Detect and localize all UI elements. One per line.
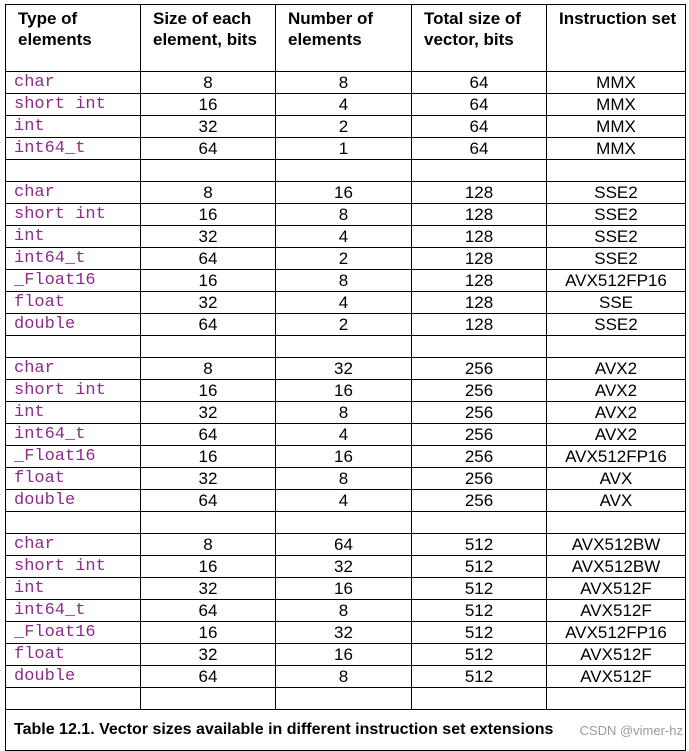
empty-cell [6,512,141,534]
cell-number: 4 [276,424,412,446]
table-row [6,138,686,160]
cell-instr: SSE2 [547,182,686,204]
cell-total: 512 [412,578,547,600]
cell-number: 16 [276,380,412,402]
cell-number: 2 [276,314,412,336]
cell-number: 8 [276,666,412,688]
cell-instr: SSE2 [547,248,686,270]
empty-cell [276,160,412,182]
cell-type: double [6,314,141,336]
cell-instr: AVX512F [547,644,686,666]
cell-size: 64 [141,490,276,512]
table-row [6,116,686,138]
cell-size: 16 [141,204,276,226]
cell-type: float [6,292,141,314]
cell-type: int [6,402,141,424]
cell-instr: AVX2 [547,402,686,424]
cell-type: _Float16 [6,622,141,644]
cell-total: 256 [412,424,547,446]
cell-instr: AVX [547,468,686,490]
cell-instr: MMX [547,138,686,160]
cell-size: 64 [141,600,276,622]
cell-size: 16 [141,94,276,116]
header-size: Size of each element, bits [141,5,276,72]
spacer-row [6,512,686,534]
cell-instr: AVX512FP16 [547,446,686,468]
cell-type: int64_t [6,600,141,622]
cell-size: 32 [141,226,276,248]
cell-type: _Float16 [6,270,141,292]
cell-type: int64_t [6,138,141,160]
table-row [6,72,686,94]
cell-type: int64_t [6,248,141,270]
cell-size: 64 [141,666,276,688]
empty-cell [6,688,141,710]
table-row [6,248,686,270]
cell-number: 4 [276,292,412,314]
cell-type: int [6,578,141,600]
cell-instr: AVX512BW [547,534,686,556]
empty-cell [276,336,412,358]
cell-type: float [6,644,141,666]
cell-instr: AVX2 [547,358,686,380]
cell-total: 128 [412,270,547,292]
table-caption: Table 12.1. Vector sizes available in different instruction set extensions [6,710,686,751]
cell-instr: SSE [547,292,686,314]
cell-total: 128 [412,248,547,270]
empty-cell [6,336,141,358]
table-row [6,94,686,116]
empty-cell [412,336,547,358]
cell-type: int [6,226,141,248]
cell-total: 64 [412,94,547,116]
cell-type: float [6,468,141,490]
cell-size: 32 [141,644,276,666]
cell-size: 16 [141,556,276,578]
cell-size: 8 [141,534,276,556]
cell-instr: AVX512BW [547,556,686,578]
cell-total: 128 [412,182,547,204]
empty-cell [547,512,686,534]
table-row [6,402,686,424]
cell-number: 2 [276,116,412,138]
spacer-row [6,160,686,182]
table-row [6,292,686,314]
cell-instr: AVX512F [547,600,686,622]
cell-instr: MMX [547,116,686,138]
table-row [6,534,686,556]
cell-type: int [6,116,141,138]
vector-sizes-table [5,4,686,751]
cell-instr: AVX512F [547,578,686,600]
cell-size: 8 [141,182,276,204]
cell-instr: AVX2 [547,380,686,402]
cell-type: char [6,358,141,380]
cell-instr: MMX [547,94,686,116]
cell-size: 64 [141,314,276,336]
cell-size: 16 [141,380,276,402]
cell-size: 16 [141,622,276,644]
cell-number: 8 [276,468,412,490]
cell-total: 128 [412,204,547,226]
table-row [6,204,686,226]
table-row [6,182,686,204]
spacer-row [6,336,686,358]
cell-number: 8 [276,204,412,226]
cell-instr: AVX512FP16 [547,622,686,644]
cell-total: 512 [412,666,547,688]
cell-total: 512 [412,644,547,666]
empty-cell [412,160,547,182]
cell-size: 64 [141,424,276,446]
empty-cell [141,512,276,534]
cell-total: 512 [412,534,547,556]
table-row [6,380,686,402]
empty-cell [412,688,547,710]
cell-type: short int [6,204,141,226]
empty-cell [141,688,276,710]
cell-type: double [6,490,141,512]
cell-type: _Float16 [6,446,141,468]
cell-number: 8 [276,72,412,94]
cell-size: 64 [141,138,276,160]
cell-size: 16 [141,446,276,468]
cell-number: 2 [276,248,412,270]
table-row [6,644,686,666]
cell-total: 256 [412,446,547,468]
cell-number: 8 [276,600,412,622]
cell-size: 64 [141,248,276,270]
cell-type: short int [6,556,141,578]
table-row [6,358,686,380]
cell-type: char [6,534,141,556]
cell-total: 256 [412,468,547,490]
cell-number: 16 [276,446,412,468]
cell-number: 32 [276,622,412,644]
table-row [6,468,686,490]
table-row [6,490,686,512]
cell-type: char [6,72,141,94]
cell-total: 256 [412,358,547,380]
cell-number: 4 [276,490,412,512]
cell-total: 64 [412,138,547,160]
cell-total: 128 [412,314,547,336]
cell-number: 16 [276,644,412,666]
empty-cell [412,512,547,534]
cell-instr: AVX [547,490,686,512]
cell-number: 32 [276,556,412,578]
cell-type: int64_t [6,424,141,446]
cell-size: 32 [141,468,276,490]
empty-cell [141,336,276,358]
table-row [6,226,686,248]
cell-number: 16 [276,182,412,204]
empty-cell [276,688,412,710]
cell-size: 32 [141,578,276,600]
cell-instr: SSE2 [547,314,686,336]
cell-number: 1 [276,138,412,160]
empty-cell [547,336,686,358]
table-row [6,666,686,688]
table-body [6,72,686,751]
table-row [6,556,686,578]
cell-total: 256 [412,380,547,402]
table-row [6,314,686,336]
cell-total: 64 [412,72,547,94]
cell-number: 16 [276,578,412,600]
cell-size: 8 [141,72,276,94]
empty-cell [141,160,276,182]
cell-type: char [6,182,141,204]
cell-instr: AVX512F [547,666,686,688]
header-instruction-set: Instruction set [547,5,686,72]
cell-total: 256 [412,490,547,512]
cell-total: 512 [412,622,547,644]
cell-type: short int [6,380,141,402]
header-number: Number of elements [276,5,412,72]
cell-size: 32 [141,292,276,314]
cell-type: short int [6,94,141,116]
table-row [6,446,686,468]
cell-total: 64 [412,116,547,138]
cell-total: 256 [412,402,547,424]
empty-cell [547,160,686,182]
cell-size: 32 [141,402,276,424]
watermark: CSDN @vimer-hz [579,723,683,738]
cell-size: 16 [141,270,276,292]
cell-number: 4 [276,94,412,116]
cell-number: 8 [276,270,412,292]
cell-size: 32 [141,116,276,138]
header-type: Type of elements [6,5,141,72]
cell-instr: SSE2 [547,204,686,226]
table-row [6,578,686,600]
cell-type: double [6,666,141,688]
header-row [6,5,686,72]
cell-instr: AVX2 [547,424,686,446]
cell-total: 128 [412,226,547,248]
table-row [6,600,686,622]
cell-instr: MMX [547,72,686,94]
cell-number: 32 [276,358,412,380]
cell-total: 512 [412,600,547,622]
cell-size: 8 [141,358,276,380]
empty-cell [276,512,412,534]
cell-instr: SSE2 [547,226,686,248]
header-total: Total size of vector, bits [412,5,547,72]
empty-cell [547,688,686,710]
cell-total: 128 [412,292,547,314]
cell-number: 4 [276,226,412,248]
cell-number: 64 [276,534,412,556]
empty-cell [6,160,141,182]
cell-number: 8 [276,402,412,424]
table-row [6,622,686,644]
spacer-row [6,688,686,710]
table-row [6,424,686,446]
cell-total: 512 [412,556,547,578]
cell-instr: AVX512FP16 [547,270,686,292]
table-row [6,270,686,292]
